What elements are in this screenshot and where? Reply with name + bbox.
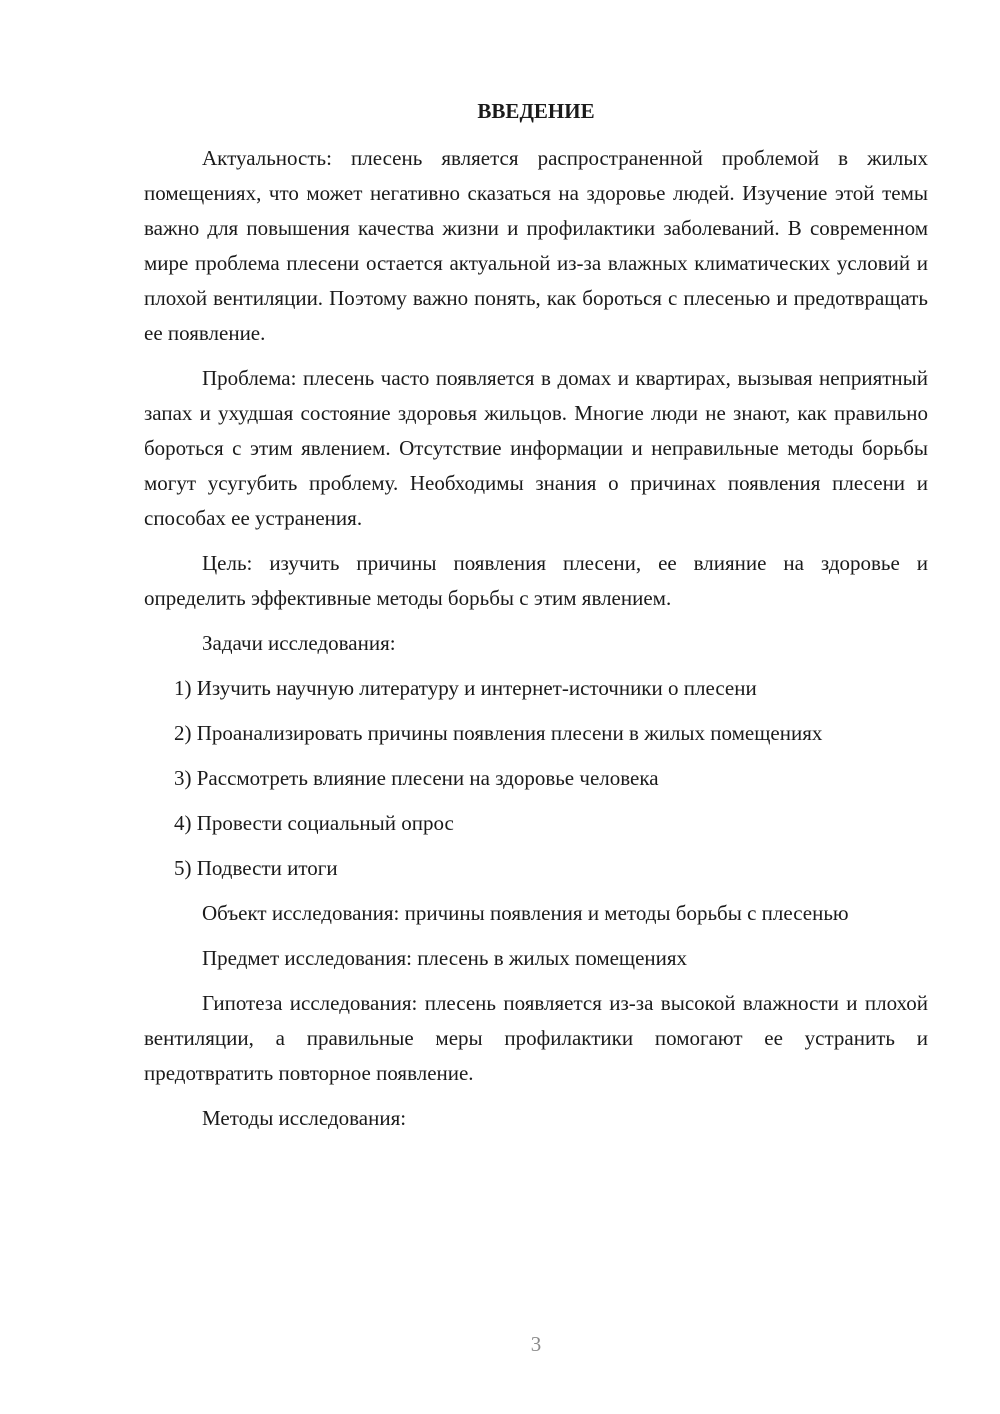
page-content (144, 95, 928, 1146)
page-number: 3 (530, 1332, 542, 1356)
paragraph-problem: Проблема: плесень часто появляется в домах и квартирах, вызывая неприятный запах и ухудшая состояние здоровья жильцов. Многие люди не знают, как правильно бороться с этим явлением. Отсутствие информации и неправильные методы борьбы могут усугубить проблему. Необходимы знания о причинах появления плесени и способах ее устранения. (144, 366, 928, 530)
list-item: 3) Рассмотреть влияние плесени на здоровье человека (174, 766, 659, 790)
paragraph-subject: Предмет исследования: плесень в жилых помещениях (202, 946, 688, 970)
list-item: 2) Проанализировать причины появления плесени в жилых помещениях (174, 721, 823, 745)
paragraph-goal: Цель: изучить причины появления плесени, ее влияние на здоровье и определить эффективные методы борьбы с этим явлением. (144, 551, 928, 610)
page-title: ВВЕДЕНИЕ (477, 99, 595, 123)
paragraph-object: Объект исследования: причины появления и методы борьбы с плесенью (202, 901, 849, 925)
list-item: 1) Изучить научную литературу и интернет-источники о плесени (174, 676, 757, 700)
paragraph-tasks-heading: Задачи исследования: (202, 631, 396, 655)
list-item: 5) Подвести итоги (174, 856, 338, 880)
paragraph-hypothesis: Гипотеза исследования: плесень появляется из-за высокой влажности и плохой вентиляции, а правильные меры профилактики помогают ее устранить и предотвратить повторное появление. (144, 991, 928, 1085)
paragraph-methods-heading: Методы исследования: (202, 1106, 407, 1130)
paragraph-relevance: Актуальность: плесень является распространенной проблемой в жилых помещениях, что может негативно сказаться на здоровье людей. Изучение этой темы важно для повышения качества жизни и профилактики заболеваний. В современном мире проблема плесени остается актуальной из-за влажных климатических условий и плохой вентиляции. Поэтому важно понять, как бороться с плесенью и предотвращать ее появление. (144, 146, 928, 345)
list-item: 4) Провести социальный опрос (174, 811, 454, 835)
task-list (144, 671, 928, 886)
